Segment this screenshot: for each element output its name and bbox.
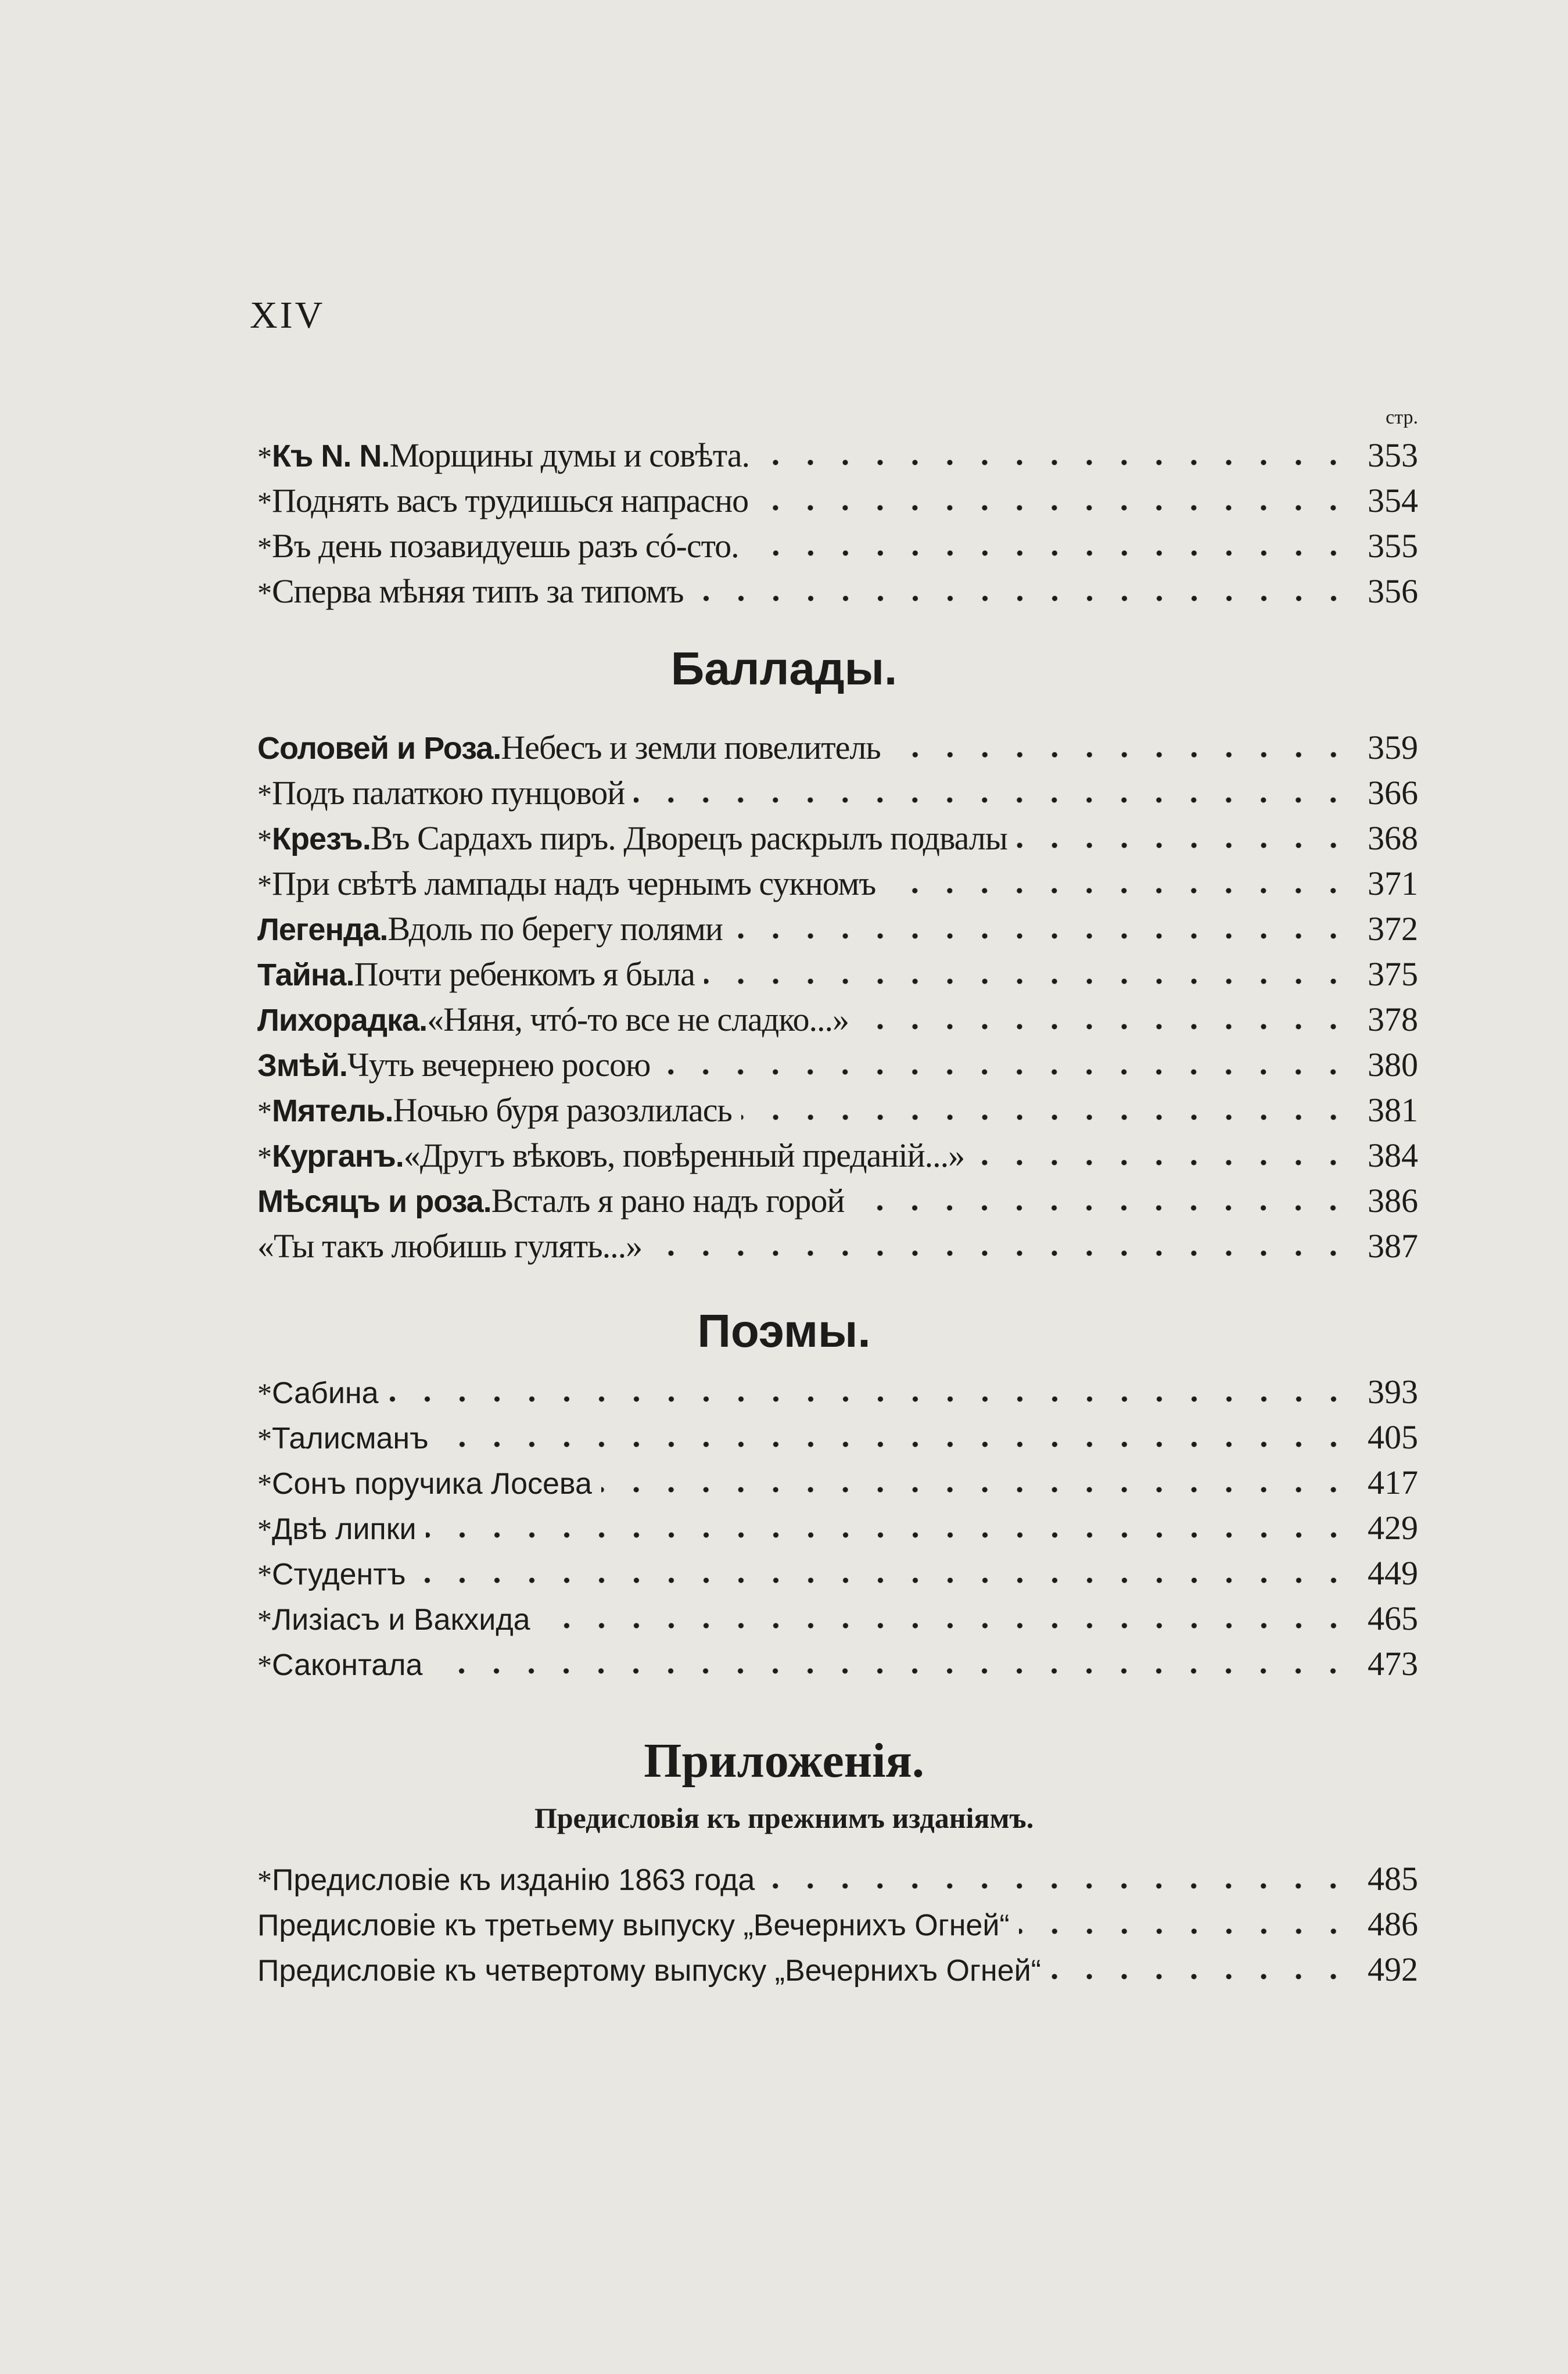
entry-star-marker: * <box>257 1141 272 1173</box>
entry-title: Предисловіе къ четвертому выпуску „Вечернихъ Огней“ <box>257 1954 1041 1988</box>
entry-page-number: 368 <box>1368 819 1418 857</box>
toc-entry <box>257 1000 1418 1045</box>
entry-title: Почти ребенкомъ я была <box>354 955 695 993</box>
entry-label: Къ N. N. <box>272 439 390 474</box>
toc-entry <box>257 1181 1418 1227</box>
entry-title: «Няня, чтó-то все не сладко...» <box>427 1000 849 1038</box>
entry-star-marker: * <box>257 1604 272 1636</box>
entry-page-number: 387 <box>1368 1227 1418 1265</box>
toc-section-appendix <box>257 1859 1418 1995</box>
toc-section-misc <box>257 436 1418 617</box>
dot-leader <box>1019 1927 1351 1935</box>
toc-entry <box>257 1644 1418 1690</box>
entry-title: Подъ палаткою пунцовой <box>272 774 625 812</box>
toc-entry <box>257 1508 1418 1554</box>
entry-star-marker: * <box>257 440 272 473</box>
toc-entry <box>257 1418 1418 1463</box>
toc-entry <box>257 1463 1418 1508</box>
entry-label: Крезъ. <box>272 822 371 856</box>
dot-leader <box>415 1576 1351 1584</box>
entry-title: Чуть вечернею росою <box>347 1046 651 1084</box>
toc-entry <box>257 1950 1418 1995</box>
entry-title: Морщины думы и совѣта. <box>389 436 750 474</box>
entry-page-number: 486 <box>1368 1905 1418 1943</box>
entry-title: Предисловіе къ изданію 1863 года <box>272 1863 755 1897</box>
toc-entry <box>257 1554 1418 1599</box>
toc-entry <box>257 1599 1418 1644</box>
dot-leader <box>634 796 1351 804</box>
toc-entry <box>257 1227 1418 1272</box>
entry-label: Соловей и Роза. <box>257 731 501 766</box>
entry-page-number: 366 <box>1368 774 1418 812</box>
entry-label: Мятель. <box>272 1093 393 1128</box>
entry-label: Курганъ. <box>272 1139 404 1174</box>
section-subheading-prefaces: Предисловія къ прежнимъ изданіямъ. <box>534 1802 1034 1834</box>
entry-title: Сперва мѣняя типъ за типомъ <box>272 572 684 610</box>
entry-star-marker: * <box>257 1558 272 1591</box>
page-folio: XIV <box>250 294 325 336</box>
dot-leader <box>1050 1973 1351 1981</box>
entry-title: Двѣ липки <box>272 1512 417 1546</box>
entry-star-marker: * <box>257 1468 272 1500</box>
toc-entry <box>257 1045 1418 1091</box>
entry-page-number: 381 <box>1368 1091 1418 1129</box>
entry-star-marker: * <box>257 1095 272 1128</box>
dot-leader <box>764 1882 1351 1890</box>
entry-page-number: 354 <box>1368 482 1418 519</box>
dot-leader <box>426 1531 1351 1539</box>
dot-leader <box>540 1622 1351 1630</box>
dot-leader <box>601 1486 1351 1494</box>
entry-page-number: 375 <box>1368 955 1418 993</box>
entry-title: Въ Сардахъ пиръ. Дворецъ раскрылъ подвалы <box>370 819 1007 857</box>
dot-leader <box>853 1204 1351 1212</box>
dot-leader <box>1017 841 1351 849</box>
dot-leader <box>432 1667 1351 1675</box>
entry-title: «Ты такъ любишь гулять...» <box>257 1227 643 1265</box>
entry-label: Лихорадка. <box>257 1003 428 1038</box>
entry-title: «Другъ вѣковъ, повѣренный преданій...» <box>403 1136 965 1174</box>
section-heading-poems: Поэмы. <box>697 1305 871 1357</box>
entry-page-number: 405 <box>1368 1418 1418 1456</box>
entry-page-number: 417 <box>1368 1464 1418 1501</box>
dot-leader <box>758 504 1351 512</box>
entry-page-number: 380 <box>1368 1046 1418 1084</box>
entry-title: Сонъ поручика Лосева <box>272 1467 592 1501</box>
entry-page-number: 353 <box>1368 436 1418 474</box>
toc-entry <box>257 1091 1418 1136</box>
dot-leader <box>438 1440 1351 1448</box>
entry-title: Лизіасъ и Вакхида <box>272 1603 530 1637</box>
toc-entry <box>257 572 1418 617</box>
entry-title: Студентъ <box>272 1558 406 1591</box>
entry-star-marker: * <box>257 778 272 811</box>
toc-entry <box>257 864 1418 909</box>
entry-star-marker: * <box>257 486 272 518</box>
entry-title: Всталъ я рано надъ горой <box>491 1182 845 1220</box>
dot-leader <box>388 1395 1351 1403</box>
entry-star-marker: * <box>257 1377 272 1410</box>
entry-label: Легенда. <box>257 912 388 947</box>
entry-star-marker: * <box>257 869 272 901</box>
toc-entry <box>257 1136 1418 1181</box>
dot-leader <box>974 1159 1351 1167</box>
toc-entry <box>257 481 1418 526</box>
entry-page-number: 372 <box>1368 910 1418 948</box>
entry-title: Въ день позавидуешь разъ сó-сто. <box>272 527 739 565</box>
entry-title: Поднять васъ трудишься напрасно <box>272 482 749 519</box>
entry-title: При свѣтѣ лампады надъ чернымъ сукномъ <box>272 865 876 902</box>
entry-page-number: 378 <box>1368 1000 1418 1038</box>
entry-star-marker: * <box>257 576 272 609</box>
entry-label: Мѣсяцъ и роза. <box>257 1184 491 1219</box>
entry-star-marker: * <box>257 1513 272 1545</box>
dot-leader <box>732 932 1351 940</box>
toc-entry <box>257 526 1418 572</box>
toc-entry <box>257 436 1418 481</box>
entry-page-number: 473 <box>1368 1645 1418 1683</box>
toc-entry <box>257 819 1418 864</box>
toc-entry <box>257 773 1418 819</box>
entry-page-number: 359 <box>1368 729 1418 766</box>
toc-entry <box>257 1905 1418 1950</box>
entry-page-number: 371 <box>1368 865 1418 902</box>
toc-section-ballads <box>257 728 1418 1272</box>
entry-page-number: 355 <box>1368 527 1418 565</box>
entry-page-number: 356 <box>1368 572 1418 610</box>
entry-page-number: 386 <box>1368 1182 1418 1220</box>
entry-page-number: 384 <box>1368 1136 1418 1174</box>
dot-leader <box>704 977 1351 985</box>
entry-page-number: 465 <box>1368 1600 1418 1637</box>
entry-title: Саконтала <box>272 1648 423 1682</box>
entry-title: Предисловіе къ третьему выпуску „Вечернихъ Огней“ <box>257 1909 1010 1942</box>
entry-label: Змѣй. <box>257 1048 347 1083</box>
dot-leader <box>890 751 1351 759</box>
entry-star-marker: * <box>257 1864 272 1896</box>
entry-star-marker: * <box>257 823 272 856</box>
dot-leader <box>651 1249 1351 1257</box>
entry-title: Ночью буря разозлилась <box>393 1091 732 1129</box>
dot-leader <box>858 1023 1351 1031</box>
entry-page-number: 492 <box>1368 1950 1418 1988</box>
dot-leader <box>759 458 1351 467</box>
section-heading-ballads: Баллады. <box>670 643 898 694</box>
dot-leader <box>748 549 1351 557</box>
entry-page-number: 429 <box>1368 1509 1418 1547</box>
toc-entry <box>257 1859 1418 1905</box>
toc-section-poems <box>257 1372 1418 1690</box>
entry-title: Талисманъ <box>272 1422 429 1455</box>
entry-star-marker: * <box>257 1422 272 1455</box>
dot-leader <box>741 1113 1351 1121</box>
toc-entry <box>257 1372 1418 1418</box>
entry-title: Сабина <box>272 1376 379 1410</box>
page-column-label: стр. <box>1386 407 1418 428</box>
dot-leader <box>659 1068 1351 1076</box>
entry-title: Небесъ и земли повелитель <box>501 729 881 766</box>
entry-label: Тайна. <box>257 958 354 992</box>
entry-page-number: 393 <box>1368 1373 1418 1411</box>
dot-leader <box>693 594 1351 603</box>
entry-star-marker: * <box>257 531 272 564</box>
dot-leader <box>885 887 1351 895</box>
toc-entry <box>257 909 1418 955</box>
entry-page-number: 485 <box>1368 1860 1418 1898</box>
entry-star-marker: * <box>257 1649 272 1681</box>
toc-entry <box>257 955 1418 1000</box>
toc-entry <box>257 728 1418 773</box>
entry-title: Вдоль по берегу полями <box>387 910 723 948</box>
section-heading-appendix: Приложенія. <box>644 1734 924 1788</box>
entry-page-number: 449 <box>1368 1554 1418 1592</box>
